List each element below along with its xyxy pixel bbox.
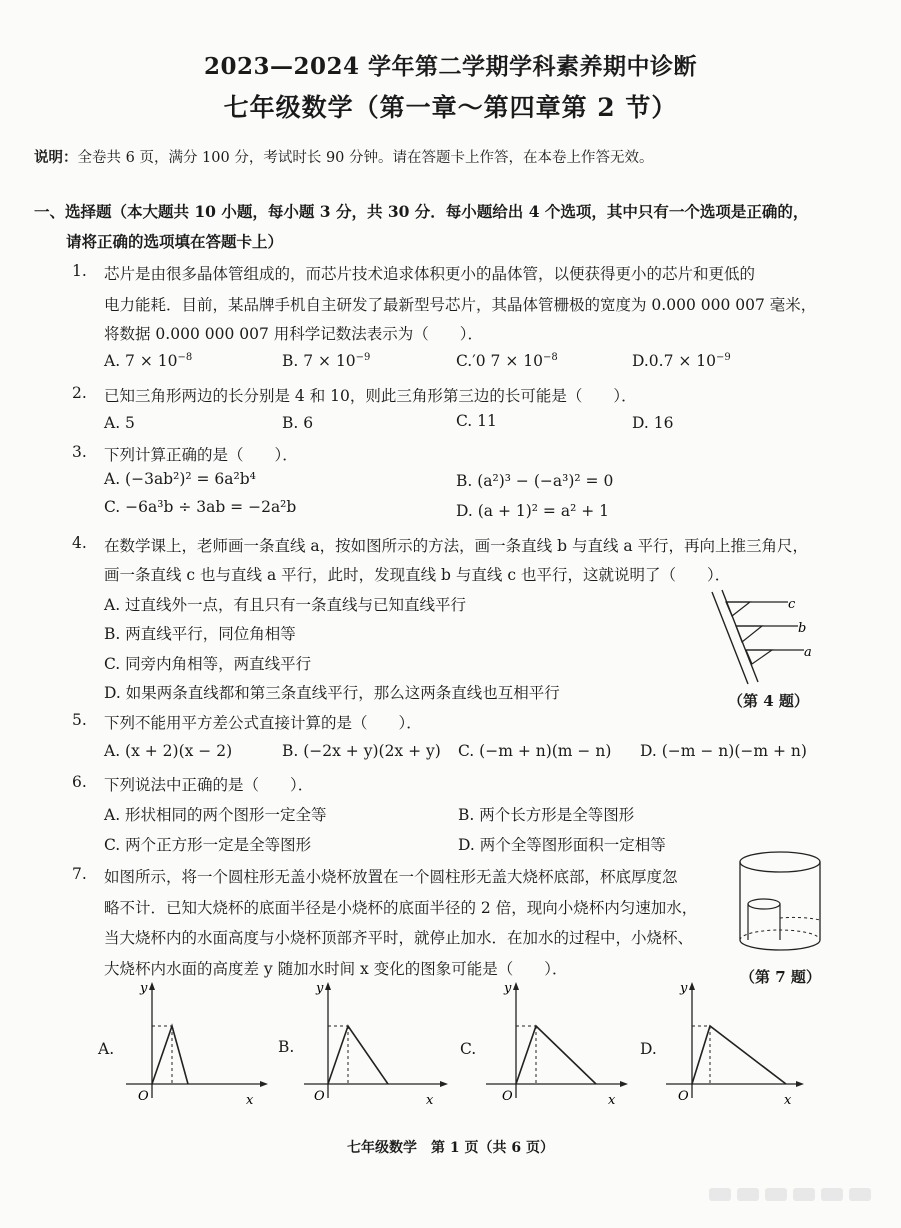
x-axis-arrow: [620, 1081, 628, 1087]
label-b: b: [798, 621, 807, 636]
q2-option-c: C. 11: [456, 412, 497, 430]
page-dot: [765, 1188, 787, 1201]
q7-line3: 当大烧杯内的水面高度与小烧杯顶部齐平时，就停止加水．在加水的过程中，小烧杯、: [104, 929, 694, 947]
q6-option-d: D. 两个全等图形面积一定相等: [458, 836, 666, 854]
q3-option-b: B. (a²)³ − (−a³)² = 0: [456, 472, 614, 490]
graph-b-svg: [298, 980, 448, 1108]
exam-instructions: [34, 146, 654, 167]
page-footer: 七年级数学 第 1 页（共 6 页）: [347, 1140, 554, 1156]
q7-figure-caption: （第 7 题）: [740, 968, 821, 986]
x-label: x: [784, 1093, 792, 1108]
section-heading-line2: 请将正确的选项填在答题卡上）: [66, 232, 284, 251]
y-axis-arrow: [325, 982, 331, 990]
small-beaker-top: [748, 899, 780, 909]
q4-line1: 在数学课上，老师画一条直线 a，按如图所示的方法，画一条直线 b 与直线 a 平行，再向上推三角尺，: [104, 537, 809, 555]
graph-a-label: A.: [98, 1040, 115, 1058]
graph-curve: [328, 1026, 388, 1084]
y-axis-arrow: [149, 982, 155, 990]
graph-curve: [152, 1026, 188, 1084]
q3-option-d: D. (a + 1)² = a² + 1: [456, 502, 609, 520]
q1-option-a: A. $7 \times 10^{-8}$: [104, 352, 193, 370]
big-beaker-top: [740, 852, 820, 872]
ruler-edge-left: [712, 592, 748, 684]
x-label: x: [246, 1093, 254, 1108]
q7-line4: 大烧杯内水面的高度差 y 随加水时间 x 变化的图象可能是（ ）．: [104, 960, 568, 978]
y-label: y: [316, 981, 324, 996]
q2-option-a: A. 5: [104, 414, 135, 432]
q7-number: 7.: [72, 865, 87, 883]
q5-option-c: C. (−m + n)(m − n): [458, 742, 612, 760]
q3-option-a: A. (−3ab²)² = 6a²b⁴: [104, 470, 256, 488]
q7-line2: 略不计．已知大烧杯的底面半径是小烧杯的底面半径的 2 倍，现向小烧杯内匀速加水，: [104, 899, 698, 917]
origin-label: O: [502, 1089, 513, 1104]
y-axis-arrow: [689, 982, 695, 990]
page-dot: [821, 1188, 843, 1201]
graph-curve: [516, 1026, 596, 1084]
q5-option-a: A. (x + 2)(x − 2): [104, 742, 233, 760]
q5-number: 5.: [72, 711, 87, 729]
q2-option-b: B. 6: [282, 414, 314, 432]
note-label: 说明：: [34, 149, 78, 166]
q5-option-d: D. (−m − n)(−m + n): [640, 742, 807, 760]
graph-b-label: B.: [278, 1038, 295, 1056]
q5-option-b: B. (−2x + y)(2x + y): [282, 742, 441, 760]
q4-line2: 画一条直线 c 也与直线 a 平行，此时，发现直线 b 与直线 c 也平行，这就说明了（ ）．: [104, 566, 731, 584]
q4-figure: [700, 588, 820, 688]
y-label: y: [680, 981, 688, 996]
q1-option-c: C.′0 $7 \times 10^{-8}$: [456, 352, 558, 370]
q7-graph-a: [98, 980, 268, 1110]
q4-option-d: D. 如果两条直线都和第三条直线平行，那么这两条直线也互相平行: [104, 684, 560, 702]
q5-line1: 下列不能用平方差公式直接计算的是（ ）．: [104, 714, 422, 732]
graph-d-svg: [658, 980, 808, 1108]
page-dot: [849, 1188, 871, 1201]
q7-figure-beakers: [732, 848, 828, 960]
page-indicator: [703, 1186, 871, 1205]
label-a: a: [804, 645, 812, 660]
q2-line1: 已知三角形两边的长分别是 4 和 10，则此三角形第三边的长可能是（ ）．: [104, 387, 637, 405]
q7-graph-d: [638, 980, 808, 1110]
q6-number: 6.: [72, 773, 87, 791]
x-label: x: [426, 1093, 434, 1108]
graph-d-label: D.: [640, 1040, 657, 1058]
big-beaker-bottom: [740, 940, 820, 950]
graph-curve: [692, 1026, 786, 1084]
q2-number: 2.: [72, 384, 87, 402]
q2-option-d: D. 16: [632, 414, 674, 432]
q7-graph-b: [278, 980, 448, 1110]
q4-number: 4.: [72, 534, 87, 552]
page-dot: [793, 1188, 815, 1201]
exam-subtitle: 七年级数学（第一章～第四章第 2 节）: [223, 93, 678, 122]
origin-label: O: [138, 1089, 149, 1104]
q6-option-c: C. 两个正方形一定是全等图形: [104, 836, 312, 854]
origin-label: O: [678, 1089, 689, 1104]
graph-c-svg: [478, 980, 628, 1108]
q6-option-b: B. 两个长方形是全等图形: [458, 806, 635, 824]
q1-line1: 芯片是由很多晶体管组成的，而芯片技术追求体积更小的晶体管，以便获得更小的芯片和更低的: [104, 265, 756, 283]
q7-line1: 如图所示，将一个圆柱形无盖小烧杯放置在一个圆柱形无盖大烧杯底部，杯底厚度忽: [104, 868, 678, 886]
x-axis-arrow: [796, 1081, 804, 1087]
graph-c-label: C.: [460, 1040, 477, 1058]
q1-line3: 将数据 0.000 000 007 用科学记数法表示为（ ）．: [104, 325, 484, 343]
q4-option-b: B. 两直线平行，同位角相等: [104, 625, 296, 643]
q3-number: 3.: [72, 443, 87, 461]
q6-line1: 下列说法中正确的是（ ）．: [104, 776, 314, 794]
y-label: y: [504, 981, 512, 996]
q3-option-c: C. −6a³b ÷ 3ab = −2a²b: [104, 498, 297, 516]
q1-option-d: $D.0.7 \times 10^{-9}$: [632, 352, 731, 370]
section-heading-line1: 一、选择题（本大题共 10 小题，每小题 3 分，共 30 分．每小题给出 4 个选项，其中只有一个选项是正确的，: [34, 202, 809, 221]
graph-a-svg: [118, 980, 268, 1108]
y-label: y: [140, 981, 148, 996]
exam-title: 2023—2024 学年第二学期学科素养期中诊断: [203, 53, 698, 80]
water-level-line: [780, 917, 820, 920]
q4-option-a: A. 过直线外一点，有且只有一条直线与已知直线平行: [104, 596, 467, 614]
page-dot: [737, 1188, 759, 1201]
y-axis-arrow: [513, 982, 519, 990]
q4-figure-caption: （第 4 题）: [728, 692, 809, 710]
note-text: 全卷共 6 页，满分 100 分，考试时长 90 分钟。请在答题卡上作答，在本卷上作答无效。: [77, 150, 654, 166]
q1-option-b: B. $7 \times 10^{-9}$: [282, 352, 371, 370]
x-axis-arrow: [440, 1081, 448, 1087]
q1-number: 1.: [72, 262, 87, 280]
q7-graph-c: [458, 980, 628, 1110]
q6-option-a: A. 形状相同的两个图形一定全等: [104, 806, 327, 824]
label-c: c: [788, 597, 796, 612]
origin-label: O: [314, 1089, 325, 1104]
x-label: x: [608, 1093, 616, 1108]
x-axis-arrow: [260, 1081, 268, 1087]
q3-line1: 下列计算正确的是（ ）．: [104, 446, 298, 464]
q4-option-c: C. 同旁内角相等，两直线平行: [104, 655, 312, 673]
page-dot: [709, 1188, 731, 1201]
triangle-top: [726, 602, 750, 616]
q1-line2: 电力能耗．目前，某品牌手机自主研发了最新型号芯片，其晶体管栅极的宽度为 0.000 000 007 毫米，: [104, 296, 817, 314]
